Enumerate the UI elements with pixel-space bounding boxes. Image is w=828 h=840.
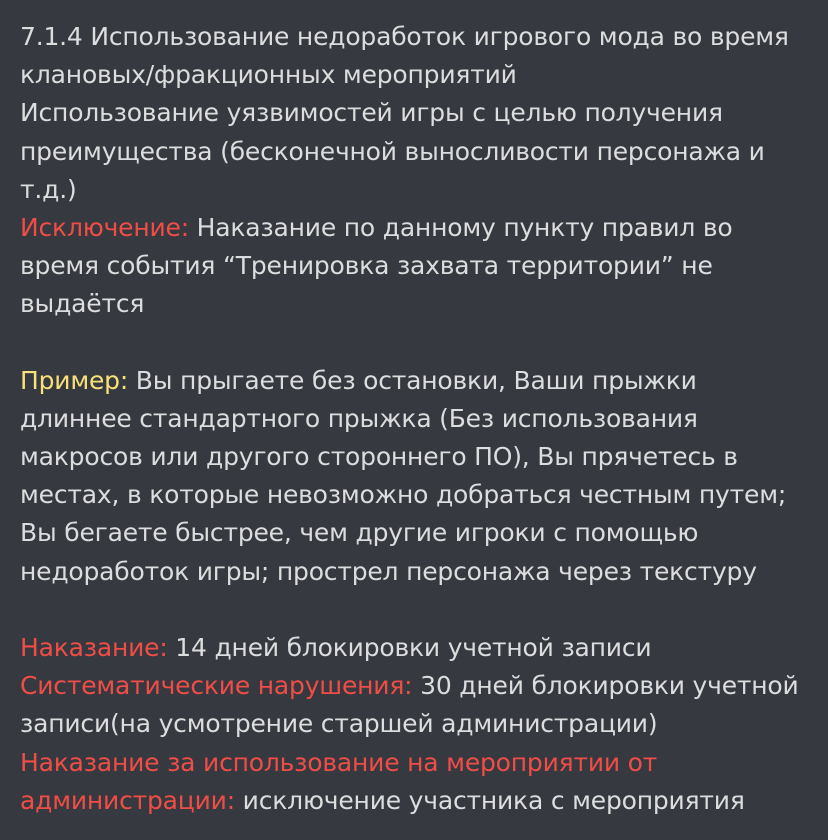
spacer [20, 324, 820, 362]
exception-label: Исключение: [20, 212, 189, 242]
rule-heading [20, 18, 820, 56]
exception-text: Наказание по данному пункту правил во [188, 212, 733, 242]
rule-description-line-3: т.д.) [20, 174, 77, 204]
exception-line-cont [20, 285, 820, 323]
example-line [20, 362, 820, 400]
example-text-6: недоработок игры; прострел персонажа через текстуру [20, 556, 757, 586]
rule-description-cont [20, 171, 820, 209]
exception-line [20, 209, 820, 247]
example-line-cont [20, 553, 820, 591]
example-line-cont [20, 476, 820, 514]
rule-heading-cont [20, 56, 820, 94]
event-penalty-label-2: администрации: [20, 785, 235, 815]
example-label: Пример: [20, 365, 129, 395]
systematic-value-2: записи(на усмотрение старшей администрации) [20, 709, 658, 739]
exception-text-3: выдаётся [20, 289, 145, 319]
systematic-value: 30 дней блокировки учетной [412, 671, 799, 701]
event-penalty-line-cont [20, 782, 820, 820]
example-line-cont [20, 400, 820, 438]
rule-description-cont [20, 133, 820, 171]
example-line-cont [20, 438, 820, 476]
penalty-value: 14 дней блокировки учетной записи [167, 633, 652, 662]
exception-text-2: время события “Тренировка захвата территории” не [20, 251, 713, 281]
spacer [20, 591, 820, 629]
example-text-2: длиннее стандартного прыжка (Без использования [20, 403, 698, 433]
rule-description [20, 94, 820, 132]
example-text-4: местах, в которые невозможно добраться честным путем; [20, 480, 787, 510]
exception-line-cont [20, 247, 820, 285]
penalty-line [20, 629, 820, 667]
event-penalty-label: Наказание за использование на мероприятии от [20, 747, 658, 777]
systematic-line [20, 667, 820, 705]
event-penalty-line [20, 744, 820, 782]
example-text-3: макросов или другого стороннего ПО), Вы прячетесь в [20, 442, 738, 472]
systematic-line-cont [20, 705, 820, 743]
event-penalty-value: исключение участника с мероприятия [234, 785, 745, 815]
example-text-5: Вы бегаете быстрее, чем другие игроки с помощью [20, 518, 699, 548]
rule-document [20, 18, 820, 820]
systematic-label: Систематические нарушения: [20, 671, 413, 701]
example-text: Вы прыгаете без остановки, Ваши прыжки [128, 365, 697, 395]
rule-heading-line-2: клановых/фракционных мероприятий [20, 60, 517, 90]
rule-description-line-2: преимущества (бесконечной выносливости персонажа и [20, 136, 765, 166]
example-line-cont [20, 514, 820, 552]
rule-description-line-1: Использование уязвимостей игры с целью получения [20, 98, 723, 128]
penalty-label: Наказание: [20, 633, 168, 662]
rule-heading-line-1: 7.1.4 Использование недоработок игрового мода во время [20, 22, 789, 51]
